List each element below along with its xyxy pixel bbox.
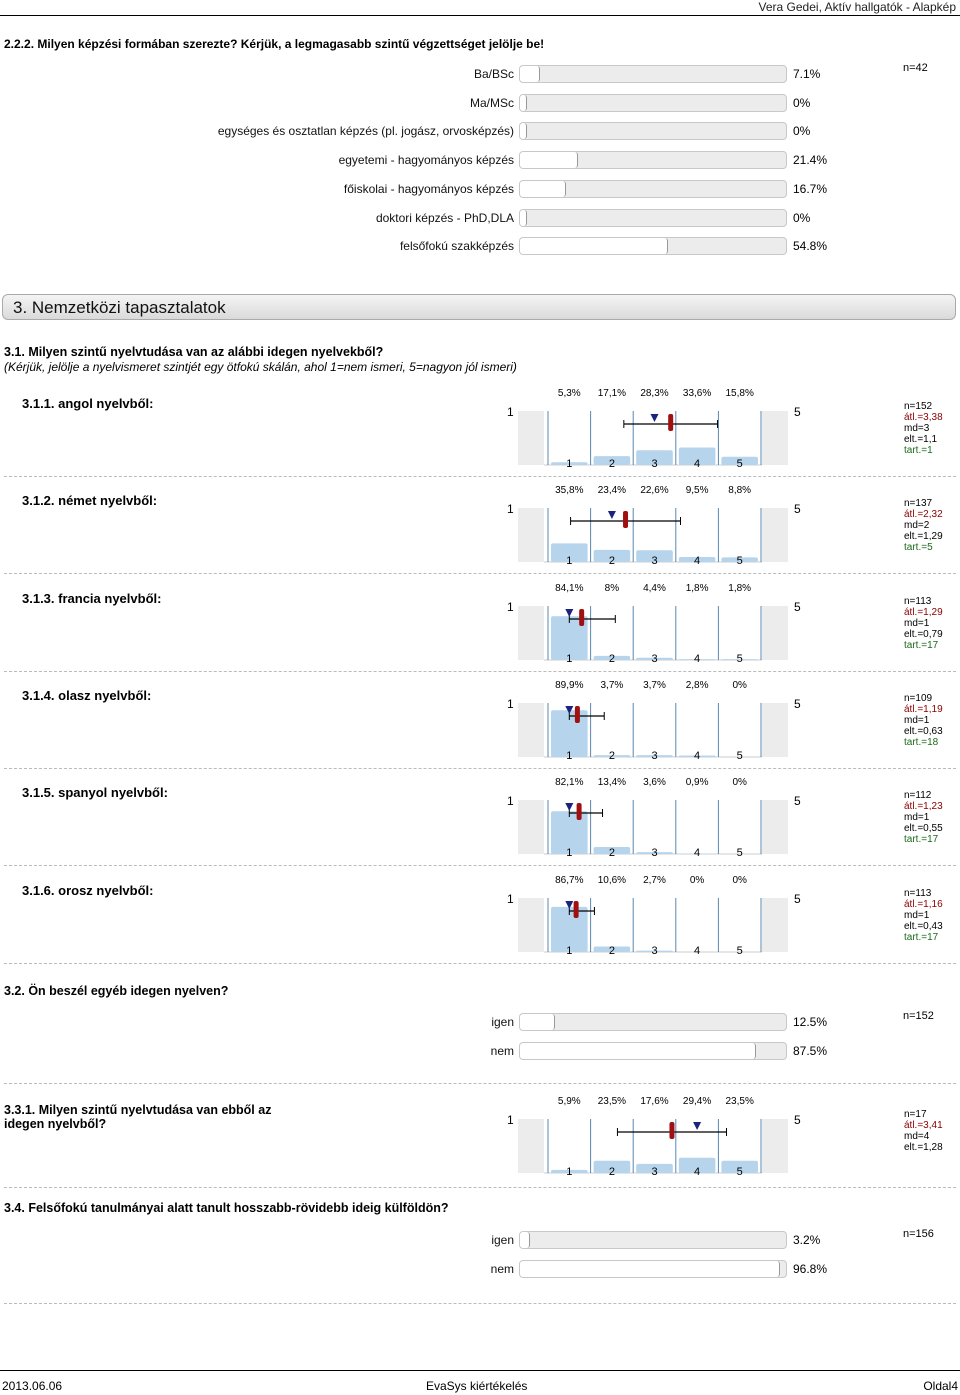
header-rule: [0, 15, 960, 16]
category-percent: 1,8%: [685, 582, 709, 594]
option-percent: 3.2%: [793, 1233, 821, 1247]
stat-median: md=3: [904, 423, 930, 434]
category-percent: 23,5%: [597, 1096, 627, 1107]
scale-min-label: 1: [507, 794, 514, 809]
scale-left-cap: [518, 1119, 544, 1173]
q222-n: n=42: [903, 62, 928, 74]
category-percent: 29,4%: [682, 1096, 712, 1107]
category-percent: 4,4%: [643, 582, 666, 594]
stat-stdev: elt.=0,55: [904, 823, 943, 835]
mean-marker: [579, 609, 584, 626]
axis-tick-label: 1: [566, 944, 573, 957]
median-marker: [565, 609, 573, 617]
axis-tick-label: 5: [736, 847, 743, 860]
axis-tick-label: 3: [651, 458, 658, 470]
stat-n: n=152: [904, 401, 933, 412]
category-percent: 3,7%: [600, 679, 624, 691]
percentage-bar: [519, 209, 787, 227]
stat-stdev: elt.=1,29: [904, 531, 943, 543]
stat-median: md=1: [904, 909, 930, 921]
scale-min-label: 1: [507, 1113, 514, 1127]
option-percent: 0%: [793, 95, 811, 110]
category-percent: 5,3%: [557, 388, 581, 399]
divider: [4, 768, 956, 769]
axis-tick-label: 3: [651, 652, 658, 665]
question-3-4-title: 3.4. Felsőfokú tanulmányai alatt tanult hosszabb-rövidebb ideig külföldön?: [4, 1201, 449, 1215]
category-percent: 10,6%: [597, 874, 627, 886]
category-percent: 8%: [604, 582, 620, 594]
option-label: egyetemi - hagyományos képzés: [338, 153, 514, 168]
scale-right-cap: [762, 411, 788, 465]
option-percent: 12.5%: [793, 1015, 828, 1029]
scale-question-label: 3.1.2. német nyelvből:: [22, 493, 158, 509]
scale-max-label: 5: [794, 502, 801, 517]
scale-right-cap: [762, 800, 788, 854]
scale-right-cap: [762, 606, 788, 660]
scale-min-label: 1: [507, 599, 514, 614]
scale-min-label: 1: [507, 696, 514, 711]
scale-question-label: 3.1.5. spanyol nyelvből:: [22, 785, 168, 801]
mean-marker: [668, 414, 673, 431]
divider: [4, 671, 956, 672]
percentage-bar-fill: [520, 66, 540, 82]
scale-left-cap: [518, 898, 544, 952]
axis-tick-label: 2: [608, 749, 615, 762]
summary-stats: [904, 790, 943, 845]
stat-n: n=113: [904, 595, 932, 607]
stat-abstain: tart.=17: [904, 639, 939, 651]
axis-tick-label: 4: [694, 1166, 701, 1178]
summary-stats: [904, 401, 943, 456]
percentage-bar: [519, 65, 787, 83]
scale-right-cap: [762, 508, 788, 562]
mean-marker: [575, 706, 580, 723]
stat-stdev: elt.=0,43: [904, 920, 943, 932]
percentage-bar-fill: [520, 238, 668, 254]
summary-stats: [904, 1109, 943, 1153]
category-percent: 5,9%: [557, 1096, 581, 1107]
divider: [4, 1083, 956, 1084]
option-percent: 54.8%: [793, 239, 828, 254]
divider: [4, 476, 956, 477]
option-label: igen: [491, 1233, 514, 1247]
median-marker: [565, 803, 573, 811]
category-percent: 84,1%: [555, 582, 584, 594]
category-percent: 23,4%: [597, 485, 627, 497]
axis-tick-label: 4: [694, 555, 701, 568]
axis-tick-label: 2: [608, 652, 615, 665]
axis-tick-label: 3: [651, 555, 658, 568]
question-3-3-1-title-line1: 3.3.1. Milyen szintű nyelvtudása van ebből az: [4, 1103, 272, 1117]
scale-left-cap: [518, 508, 544, 562]
percentage-bar: [519, 122, 787, 140]
question-3-3-1-title-line2: idegen nyelvből?: [4, 1117, 107, 1131]
option-label: Ma/MSc: [469, 95, 514, 110]
scale-max-label: 5: [794, 891, 801, 906]
option-percent: 16.7%: [793, 181, 828, 196]
category-percent: 0%: [732, 777, 747, 789]
axis-tick-label: 1: [566, 652, 573, 665]
axis-tick-label: 1: [566, 555, 573, 568]
stat-n: n=112: [904, 790, 932, 802]
option-percent: 87.5%: [793, 1043, 828, 1058]
category-percent: 8,8%: [728, 485, 752, 497]
q32-n: n=152: [903, 1010, 934, 1022]
stat-abstain: tart.=18: [904, 736, 939, 748]
summary-stats: [904, 498, 943, 553]
scale-max-label: 5: [794, 405, 801, 419]
axis-tick-label: 5: [736, 944, 743, 957]
footer-rule: [0, 1370, 960, 1371]
scale-max-label: 5: [794, 599, 801, 614]
percentage-bar-fill: [520, 1232, 530, 1248]
stat-median: md=2: [904, 520, 930, 532]
axis-tick-label: 1: [566, 749, 573, 762]
stat-stdev: elt.=1,1: [904, 434, 938, 445]
footer-date: 2013.06.06: [2, 1379, 63, 1393]
axis-tick-label: 2: [608, 944, 615, 957]
footer-page: Oldal4: [923, 1379, 958, 1393]
stat-mean: átl.=3,38: [904, 412, 943, 423]
stat-n: n=137: [904, 498, 933, 510]
option-percent: 0%: [793, 124, 811, 139]
category-percent: 35,8%: [555, 485, 584, 497]
percentage-bar-fill: [520, 95, 527, 111]
scale-question-label: 3.1.3. francia nyelvből:: [22, 590, 162, 606]
stat-mean: átl.=1,16: [904, 898, 943, 910]
axis-tick-label: 4: [694, 944, 701, 957]
category-percent: 15,8%: [725, 388, 754, 399]
stat-abstain: tart.=5: [904, 542, 933, 554]
axis-tick-label: 3: [651, 749, 658, 762]
stat-median: md=1: [904, 617, 930, 629]
percentage-bar-fill: [520, 210, 527, 226]
option-label: Ba/BSc: [473, 67, 514, 81]
mean-marker: [669, 1122, 674, 1139]
percentage-bar: [519, 1042, 787, 1060]
section-3-title: 3. Nemzetközi tapasztalatok: [13, 298, 226, 317]
axis-tick-label: 3: [651, 944, 658, 957]
option-percent: 96.8%: [793, 1261, 828, 1276]
header-title: Vera Gedei, Aktív hallgatók - Alapkép: [758, 0, 956, 14]
stat-stdev: elt.=1,28: [904, 1142, 943, 1153]
axis-tick-label: 5: [736, 652, 743, 665]
mean-marker: [574, 901, 579, 918]
question-3-1-title: 3.1. Milyen szintű nyelvtudása van az alábbi idegen nyelvekből?: [4, 345, 384, 359]
axis-tick-label: 4: [694, 458, 701, 470]
category-percent: 3,6%: [643, 777, 666, 789]
stat-mean: átl.=3,41: [904, 1120, 943, 1131]
percentage-bar: [519, 151, 787, 169]
scale-right-cap: [762, 898, 788, 952]
axis-tick-label: 3: [651, 1166, 658, 1178]
question-3-2-title: 3.2. Ön beszél egyéb idegen nyelven?: [4, 984, 229, 998]
q34-n: n=156: [903, 1228, 934, 1240]
option-label: felsőfokú szakképzés: [399, 239, 514, 254]
percentage-bar: [519, 237, 787, 255]
divider: [4, 1303, 956, 1304]
scale-max-label: 5: [794, 794, 801, 809]
scale-max-label: 5: [794, 696, 801, 711]
category-percent: 2,7%: [643, 874, 666, 886]
axis-tick-label: 1: [566, 458, 573, 470]
percentage-bar: [519, 1231, 787, 1249]
scale-left-cap: [518, 411, 544, 465]
stat-median: md=1: [904, 812, 930, 824]
axis-tick-label: 1: [566, 1166, 573, 1178]
summary-stats: [904, 596, 943, 651]
divider: [4, 573, 956, 574]
category-percent: 9,5%: [685, 485, 709, 497]
section-3-header: [2, 294, 956, 320]
stat-mean: átl.=1,23: [904, 801, 943, 813]
scale-right-cap: [762, 1119, 788, 1173]
percentage-bar-fill: [520, 152, 578, 168]
category-percent: 0%: [689, 874, 705, 886]
option-label: igen: [491, 1015, 514, 1029]
category-percent: 17,1%: [597, 388, 627, 399]
scale-right-cap: [762, 703, 788, 757]
scale-max-label: 5: [794, 1113, 801, 1127]
axis-tick-label: 4: [694, 652, 701, 665]
stat-abstain: tart.=17: [904, 931, 939, 943]
category-percent: 0%: [732, 679, 747, 691]
scale-left-cap: [518, 606, 544, 660]
option-label: főiskolai - hagyományos képzés: [343, 181, 514, 196]
scale-question-label: 3.1.4. olasz nyelvből:: [22, 687, 152, 703]
axis-tick-label: 2: [608, 458, 615, 470]
divider: [4, 963, 956, 964]
axis-tick-label: 5: [736, 1166, 743, 1178]
scale-left-cap: [518, 800, 544, 854]
category-percent: 23,5%: [725, 1096, 754, 1107]
mean-marker: [623, 511, 628, 528]
category-percent: 0,9%: [685, 777, 709, 789]
stat-mean: átl.=2,32: [904, 509, 943, 521]
category-percent: 3,7%: [643, 679, 666, 691]
scale-question-label: 3.1.6. orosz nyelvből:: [22, 882, 154, 898]
axis-tick-label: 3: [651, 847, 658, 860]
stat-mean: átl.=1,29: [904, 606, 943, 618]
percentage-bar-fill: [520, 123, 527, 139]
scale-min-label: 1: [507, 502, 514, 517]
percentage-bar: [519, 1260, 787, 1278]
axis-tick-label: 5: [736, 749, 743, 762]
question-3-1-subtitle: (Kérjük, jelölje a nyelvismeret szintjét egy ötfokú skálán, ahol 1=nem ismeri, 5=nagyon jól ismeri): [4, 360, 517, 374]
category-percent: 2,8%: [685, 679, 709, 691]
option-label: nem: [490, 1261, 514, 1276]
axis-tick-label: 1: [566, 847, 573, 860]
category-percent: 33,6%: [682, 388, 712, 399]
median-marker: [608, 511, 616, 519]
category-percent: 89,9%: [555, 679, 584, 691]
axis-tick-label: 4: [694, 749, 701, 762]
percentage-bar-fill: [520, 1261, 780, 1277]
option-label: doktori képzés - PhD,DLA: [375, 210, 514, 225]
percentage-bar-fill: [520, 181, 566, 197]
option-percent: 21.4%: [793, 153, 828, 168]
stat-n: n=17: [904, 1109, 927, 1120]
stat-abstain: tart.=1: [904, 445, 933, 456]
percentage-bar: [519, 1013, 787, 1031]
option-percent: 7.1%: [793, 67, 821, 81]
stat-stdev: elt.=0,63: [904, 725, 943, 737]
percentage-bar-fill: [520, 1014, 555, 1030]
percentage-bar: [519, 94, 787, 112]
stat-n: n=109: [904, 692, 933, 704]
question-2-2-2-title: 2.2.2. Milyen képzési formában szerezte? Kérjük, a legmagasabb szintű végzettséget jelölje be!: [4, 37, 545, 51]
stat-stdev: elt.=0,79: [904, 628, 943, 640]
axis-tick-label: 2: [608, 555, 615, 568]
mean-marker: [577, 803, 582, 820]
percentage-bar: [519, 180, 787, 198]
scale-left-cap: [518, 703, 544, 757]
category-percent: 13,4%: [597, 777, 627, 789]
stat-abstain: tart.=17: [904, 834, 939, 846]
axis-tick-label: 2: [608, 847, 615, 860]
axis-tick-label: 5: [736, 555, 743, 568]
percentage-bar-fill: [520, 1043, 756, 1059]
stat-median: md=1: [904, 714, 930, 726]
summary-stats: [904, 888, 943, 943]
median-marker: [693, 1122, 701, 1130]
summary-stats: [904, 693, 943, 748]
median-marker: [651, 414, 659, 422]
stat-median: md=4: [904, 1131, 930, 1142]
footer-center: EvaSys kiértékelés: [426, 1379, 528, 1393]
category-percent: 0%: [732, 874, 747, 886]
axis-tick-label: 2: [608, 1166, 615, 1178]
category-percent: 17,6%: [640, 1096, 669, 1107]
option-percent: 0%: [793, 210, 811, 225]
category-percent: 1,8%: [728, 582, 752, 594]
scale-min-label: 1: [507, 891, 514, 906]
option-label: nem: [490, 1043, 514, 1058]
category-percent: 86,7%: [555, 874, 584, 886]
category-percent: 28,3%: [640, 388, 669, 399]
stat-mean: átl.=1,19: [904, 703, 943, 715]
divider: [4, 1187, 956, 1188]
divider: [4, 865, 956, 866]
category-percent: 82,1%: [555, 777, 584, 789]
axis-tick-label: 5: [736, 458, 743, 470]
category-percent: 22,6%: [640, 485, 669, 497]
scale-min-label: 1: [507, 405, 514, 419]
scale-question-label: 3.1.1. angol nyelvből:: [22, 396, 154, 411]
option-label: egységes és osztatlan képzés (pl. jogász, orvosképzés): [217, 124, 514, 139]
axis-tick-label: 4: [694, 847, 701, 860]
stat-n: n=113: [904, 887, 932, 899]
